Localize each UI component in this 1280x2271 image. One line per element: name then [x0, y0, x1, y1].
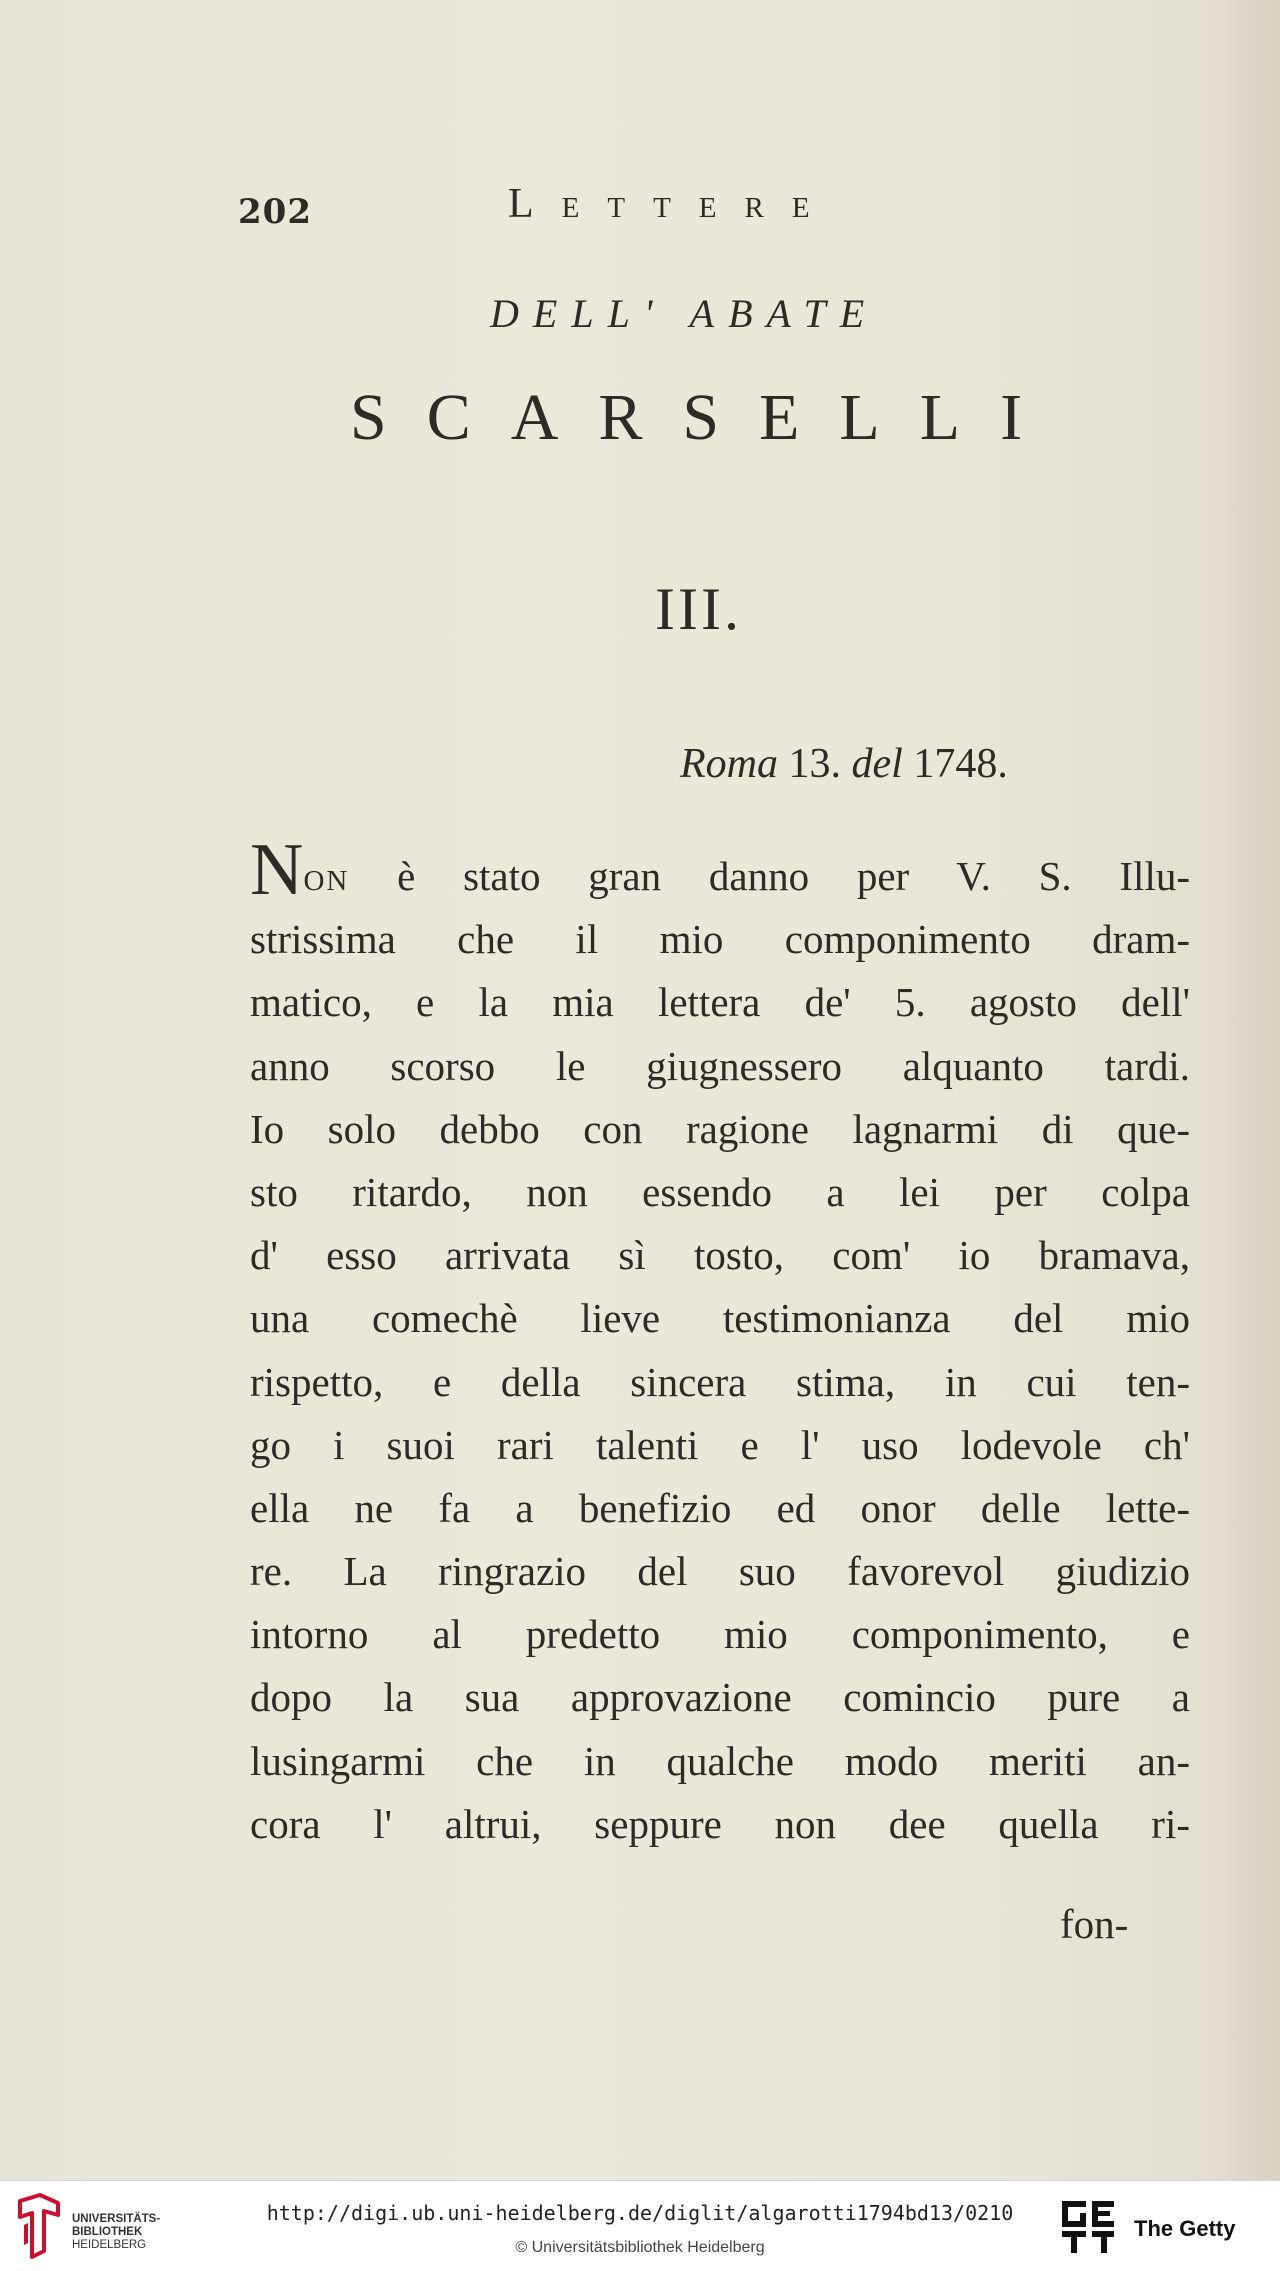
body-line: una comechè lieve testimonianza del mio [250, 1295, 1190, 1342]
body-line: ella ne fa a benefizio ed onor delle lette- [250, 1484, 1190, 1531]
getty-logo[interactable] [1060, 2195, 1260, 2259]
title-author: SCARSELLI [350, 381, 1063, 454]
body-line-1 [250, 829, 1190, 911]
body-line: sto ritardo, non essendo a lei per colpa [250, 1168, 1190, 1215]
dropcap-rest: on [303, 853, 350, 899]
body-line: strissima che il mio componimento dram- [250, 916, 1190, 963]
letter-body [250, 829, 1190, 1856]
body-line: rispetto, e della sincera stima, in cui ten- [250, 1358, 1190, 1405]
body-line: re. La ringrazio del suo favorevol giudizio [250, 1548, 1190, 1595]
body-line: lusingarmi che in qualche modo meriti an- [250, 1737, 1190, 1784]
getty-emblem-icon [1060, 2195, 1122, 2259]
body-line: cora l' altrui, seppure non dee quella ri- [250, 1800, 1190, 1847]
dateline-year: 1748. [913, 741, 1008, 787]
viewer-footer [0, 2180, 1280, 2271]
permalink-url[interactable]: http://digi.ub.uni-heidelberg.de/diglit/algarotti1794bd13/0210 [266, 2201, 1014, 2225]
body-line: anno scorso le giugnessero alquanto tardi. [250, 1042, 1190, 1089]
body-line: dopo la sua approvazione comincio pure a [250, 1674, 1190, 1721]
dateline-month-word: del [851, 741, 903, 787]
body-line: intorno al predetto mio componimento, e [250, 1611, 1190, 1658]
page-number: 202 [238, 192, 312, 232]
title-subtitle: DELL' ABATE [490, 291, 879, 336]
catchword: fon- [1060, 1901, 1129, 1947]
partner-name: The Getty [1134, 2216, 1236, 2241]
dropcap-letter: N [250, 829, 304, 911]
body-line: go i suoi rari talenti e l' uso lodevole ch' [250, 1421, 1190, 1468]
body-line: matico, e la mia lettera de' 5. agosto dell' [250, 979, 1190, 1026]
page-header [238, 180, 938, 250]
letter-number: III. [655, 576, 742, 642]
dateline [680, 740, 1008, 788]
running-head: Lettere [508, 181, 838, 227]
body-line: Io solo debbo con ragione lagnarmi di que- [250, 1105, 1190, 1152]
dateline-place: Roma [680, 741, 778, 787]
dropcap-word [250, 829, 350, 911]
body-line: d' esso arrivata sì tosto, com' io bramava, [250, 1232, 1190, 1279]
library-name-line-2: BIBLIOTHEK [72, 2226, 143, 2238]
dateline-day: 13. [788, 741, 841, 787]
copyright-notice: © Universitätsbibliothek Heidelberg [515, 2239, 765, 2256]
library-name-line-1: UNIVERSITÄTS- [72, 2213, 161, 2225]
library-name-line-3: HEIDELBERG [72, 2239, 147, 2251]
first-line-rest: è stato gran danno per V. S. Illu- [349, 853, 1190, 899]
